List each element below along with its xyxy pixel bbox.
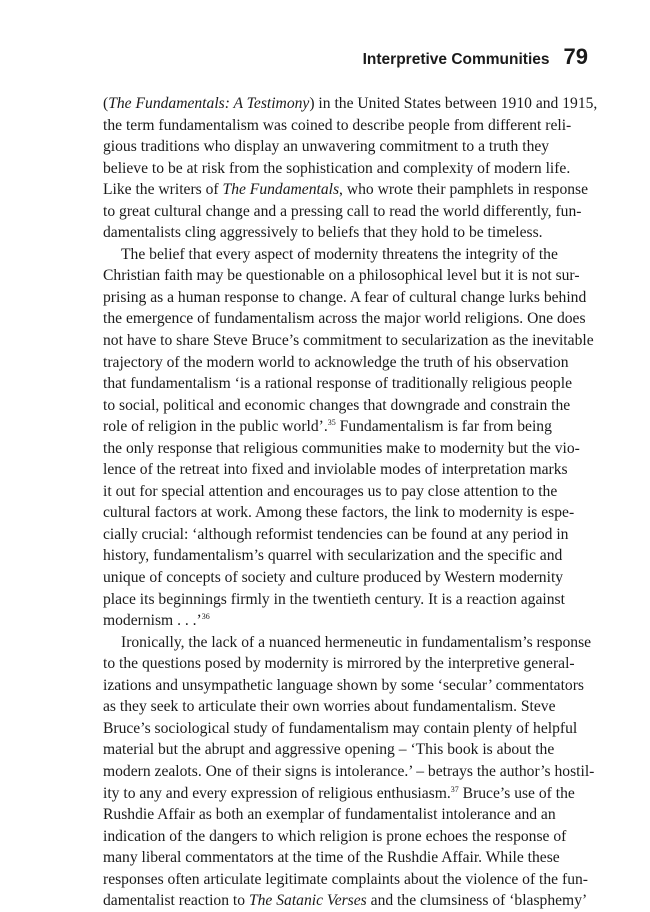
text-run: cultural factors at work. Among these factors, the link to modernity is espe- [103,504,575,522]
text-run: ity to any and every expression of religious enthusiasm. [103,784,451,802]
text-run: the only response that religious communities make to modernity but the vio- [103,439,580,457]
text-run: izations and unsympathetic language shown by some ‘secular’ commentators [103,676,584,694]
text-run: Christian faith may be questionable on a philosophical level but it is not sur- [103,267,580,285]
text-run: to great cultural change and a pressing call to read the world differently, fun- [103,202,582,220]
page-number: 79 [563,44,588,69]
text-line [103,610,547,632]
italic-title: The Satanic Verses [248,892,367,910]
text-run: role of religion in the public world’. [103,418,328,436]
text-line [103,761,595,783]
italic-title: The Fundamentals: A Testimony [108,95,310,112]
text-run: material but the abrupt and aggressive opening – ‘This book is about the [103,741,555,759]
text-line [103,502,575,524]
text-line [103,696,556,718]
text-run: Like the writers of [103,181,223,199]
text-run: Bruce’s use of the [458,784,575,802]
text-line [103,201,582,223]
text-run: many liberal commentators at the time of the Rushdie Affair. While these [103,849,560,867]
text-run: cially crucial: ‘although reformist tendencies can be found at any period in [103,525,569,543]
text-run: modernism . . .’ [103,612,202,630]
text-line [103,653,575,675]
text-line [103,567,564,589]
text-line [103,675,584,697]
text-run: gious traditions who display an unwavering commitment to a truth they [103,138,550,156]
text-run: ( [103,95,109,112]
text-run: damentalist reaction to [103,892,249,910]
text-run: it out for special attention and encourages us to pay close attention to the [103,482,558,500]
text-line [103,783,575,805]
text-run: lence of the retreat into fixed and inviolable modes of interpretation marks [103,461,568,479]
text-line [103,93,598,115]
text-run: history, fundamentalism’s quarrel with secularization and the specific and [103,547,563,565]
running-head: Interpretive Communities [362,51,550,68]
text-run: that fundamentalism ‘is a rational response of traditionally religious people [103,375,572,393]
text-line [103,869,588,891]
body-text [103,93,598,912]
text-run: not have to share Steve Bruce’s commitment to secularization as the inevitable [103,332,594,350]
text-line [103,158,571,180]
text-run: to the questions posed by modernity is mirrored by the interpretive general- [103,655,575,673]
text-run: responses often articulate legitimate complaints about the violence of the fun- [103,870,588,888]
text-line [103,890,588,912]
text-run: prising as a human response to change. A fear of cultural change lurks behind [103,288,587,306]
text-run: as they seek to articulate their own worries about fundamentalism. Steve [103,698,556,716]
text-run: the emergence of fundamentalism across the major world religions. One does [103,310,586,328]
text-line [103,244,558,266]
text-run: Rushdie Affair as both an exemplar of fundamentalist intolerance and an [103,806,556,824]
text-run: place its beginnings firmly in the twentieth century. It is a reaction against [103,590,565,608]
text-run: Bruce’s sociological study of fundamentalism may contain plenty of helpful [103,719,578,737]
text-line [103,287,587,309]
text-line [103,826,567,848]
text-line [103,179,589,201]
text-line [103,589,565,611]
text-line [103,115,572,137]
text-line [103,265,580,287]
footnote-ref: 37 [450,784,459,794]
text-line [103,545,563,567]
paragraph [103,93,598,244]
text-run: , who wrote their pamphlets in response [339,181,589,199]
text-run: The belief that every aspect of modernity threatens the integrity of the [121,245,558,263]
page-header [363,44,588,70]
text-run: ) in the United States between 1910 and 1915, [309,95,598,112]
text-line [103,847,560,869]
text-line [103,459,568,481]
text-run: modern zealots. One of their signs is intolerance.’ – betrays the author’s hostil- [103,762,595,780]
text-run: damentalists cling aggressively to beliefs that they hold to be timeless. [103,224,543,242]
text-line [103,739,555,761]
text-line [103,416,552,438]
text-line [103,395,571,417]
text-line [103,222,547,244]
text-line [103,804,556,826]
text-run: Fundamentalism is far from being [335,418,552,436]
paragraph [103,244,594,632]
text-line [103,524,569,546]
text-line [103,481,558,503]
text-run: unique of concepts of society and culture produced by Western modernity [103,569,564,587]
text-line [103,308,586,330]
text-run: Ironically, the lack of a nuanced hermeneutic in fundamentalism’s response [121,633,592,651]
text-run: and the clumsiness of ‘blasphemy’ [366,892,588,910]
text-line [103,330,594,352]
text-line [103,438,580,460]
italic-title: The Fundamentals [222,181,340,199]
text-line [103,718,578,740]
text-run: trajectory of the modern world to acknowledge the truth of his observation [103,353,569,371]
text-run: to social, political and economic changes that downgrade and constrain the [103,396,571,414]
text-line [103,352,569,374]
text-run: believe to be at risk from the sophistication and complexity of modern life. [103,159,571,177]
footnote-ref: 35 [327,418,336,428]
text-line [103,136,550,158]
text-line [103,632,592,654]
footnote-ref: 36 [201,611,210,621]
paragraph [103,632,595,912]
text-run: the term fundamentalism was coined to describe people from different reli- [103,116,572,134]
text-run: indication of the dangers to which religion is prone echoes the response of [103,827,567,845]
text-line [103,373,572,395]
